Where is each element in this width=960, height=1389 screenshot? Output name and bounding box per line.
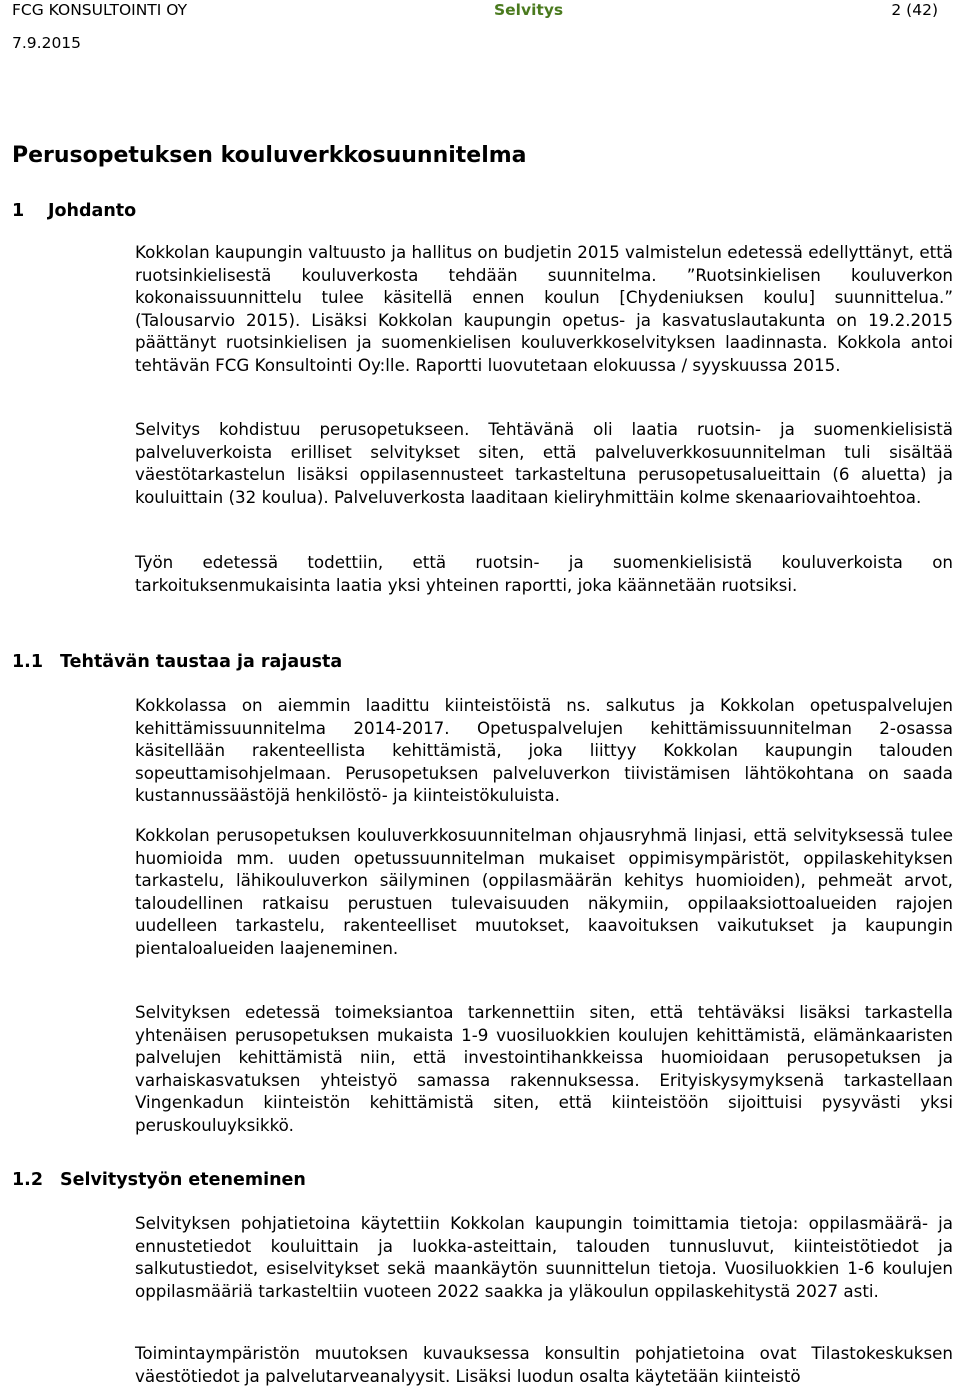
paragraph: Kokkolassa on aiemmin laadittu kiinteistöistä ns. salkutus ja Kokkolan opetuspalvelujen kehittämissuunnitelma 2014-2017. Opetuspalvelujen kehittämissuunnitelman 2-osassa käsitellään rakenteellista kehittämistä, joka liittyy Kokkolan kaupungin talouden sopeuttamisohjelmaan. Perusopetuksen palveluverkon tiivistämisen lähtökohtana on saada kustannussäästöjä henkilöstö- ja kiinteistökuluista.	[135, 695, 953, 806]
paragraph: Toimintaympäristön muutoksen kuvauksessa konsultin pohjatietoina ovat Tilastokeskuksen väestötiedot ja palvelutarveanalyysit. Lisäksi luodun osalta käytetään kiinteistö	[135, 1343, 953, 1386]
section-title: Selvitystyön eteneminen	[60, 1170, 306, 1190]
section-heading-tehtavan-taustaa	[12, 652, 342, 672]
header-company: FCG KONSULTOINTI OY	[12, 1, 188, 19]
section-title: Tehtävän taustaa ja rajausta	[60, 652, 343, 672]
paragraph: Kokkolan kaupungin valtuusto ja hallitus on budjetin 2015 valmistelun edetessä edellyttänyt, että ruotsinkielisestä kouluverkosta tehdään suunnitelma. ”Ruotsinkielisen kouluverkon kokonaissuunnittelu tulee käsitellä ennen koulun [Chydeniuksen koulu] suunnittelua.” (Talousarvio 2015). Lisäksi Kokkolan kaupungin opetus- ja kasvatuslautakunta on 19.2.2015 päättänyt ruotsinkielisen ja suomenkielisen kouluverkkoselvityksen laadinnasta. Kokkola antoi tehtävän FCG Konsultointi Oy:lle. Raportti luovutetaan elokuussa / syyskuussa 2015.	[135, 242, 953, 375]
section-number: 1	[12, 201, 25, 221]
paragraph: Työn edetessä todettiin, että ruotsin- ja suomenkielisistä kouluverkoista on tarkoituksenmukaisinta laatia yksi yhteinen raportti, joka käännetään ruotsiksi.	[135, 552, 953, 595]
paragraph: Kokkolan perusopetuksen kouluverkkosuunnitelman ohjausryhmä linjasi, että selvityksessä tulee huomioida mm. uuden opetussuunnitelman mukaiset oppimisympäristöt, oppilaskehityksen tarkastelu, lähikouluverkon säilyminen (oppilasmäärän kehitys huomioiden), pehmeät arvot, taloudellinen ratkaisu perustuen tulevaisuuden näkymiin, oppilaaksiottoalueiden rajojen uudelleen tarkastelu, rakenteelliset muutokset, kaavoituksen vaikutukset ja kaupungin pientaloalueiden laajeneminen.	[135, 825, 953, 958]
section-title: Johdanto	[48, 201, 137, 221]
paragraph: Selvitys kohdistuu perusopetukseen. Tehtävänä oli laatia ruotsin- ja suomenkielisistä palveluverkoista erilliset selvitykset siten, että palveluverkkosuunnitelman tuli sisältää väestötarkastelun lisäksi oppilasennusteet tarkasteltuna perusopetusalueittain (6 aluetta) ja kouluittain (32 koulua). Palveluverkosta laaditaan kieliryhmittäin kolme skenaariovaihtoehtoa.	[135, 419, 953, 507]
section-heading-johdanto	[12, 201, 136, 221]
header-date: 7.9.2015	[12, 34, 82, 52]
paragraph: Selvityksen edetessä toimeksiantoa tarkennettiin siten, että tehtäväksi lisäksi tarkastella yhtenäisen perusopetuksen mukaista 1-9 vuosiluokkien koulujen kehittämistä, elämänkaaristen palvelujen kehittämistä niin, että investointihankkeissa huomioidaan perusopetuksen ja varhaiskasvatuksen yhteistyö samassa rakennuksessa. Erityiskysymyksenä tarkastellaan Vingenkadun kiinteistön kehittämistä siten, että kiinteistöön sijoittuisi pysyvästi yksi peruskouluyksikkö.	[135, 1002, 953, 1135]
document-title: Perusopetuksen kouluverkkosuunnitelma	[12, 143, 527, 168]
section-heading-selvitystyon-eteneminen	[12, 1170, 306, 1190]
page-header	[12, 0, 938, 26]
section-number: 1.2	[12, 1170, 44, 1190]
header-page-number: 2 (42)	[891, 1, 938, 19]
paragraph: Selvityksen pohjatietoina käytettiin Kokkolan kaupungin toimittamia tietoja: oppilasmäärä- ja ennustetiedot kouluittain ja luokka-asteittain, talouden tunnusluvut, kiinteistötiedot ja salkutustiedot, esiselvitykset sekä maankäytön suunnittelun tietoja. Vuosiluokkien 1-6 koulujen oppilasmääriä tarkasteltiin vuoteen 2022 saakka ja yläkoulun oppilaskehitystä 2027 asti.	[135, 1213, 953, 1301]
section-number: 1.1	[12, 652, 44, 672]
header-doc-type: Selvitys	[494, 1, 564, 19]
